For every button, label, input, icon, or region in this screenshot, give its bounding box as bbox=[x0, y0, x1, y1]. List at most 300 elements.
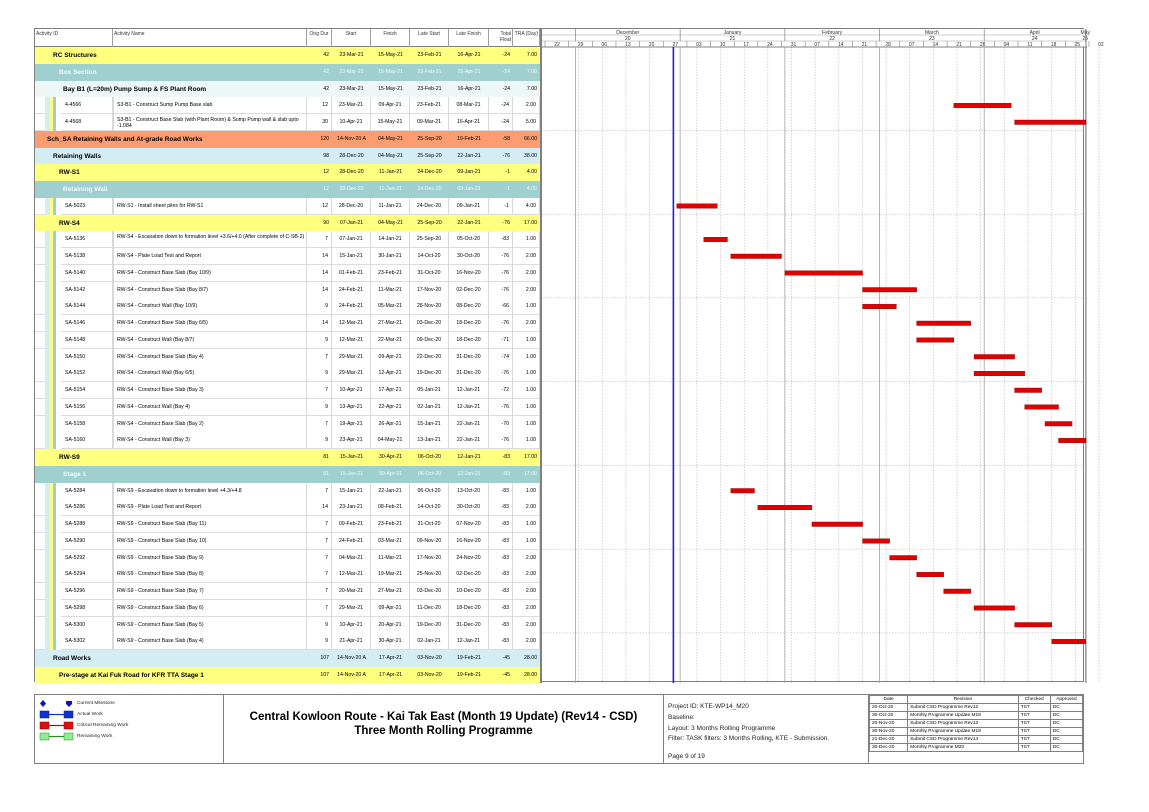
revision-row bbox=[870, 720, 1083, 728]
activity-row[interactable] bbox=[35, 399, 540, 416]
critical-activity-bar bbox=[890, 556, 917, 561]
cell-dur: 14 bbox=[307, 315, 332, 332]
week-label: 21 bbox=[956, 42, 962, 48]
project-id: Project ID: KTE-WP14_M20 bbox=[668, 703, 749, 710]
col-total-float[interactable]: Total Float bbox=[489, 29, 513, 47]
week-label: 10 bbox=[719, 42, 726, 48]
cell-lstart: 24-Dec-20 bbox=[417, 169, 442, 176]
cell-id: SA-5160 bbox=[61, 432, 113, 449]
cell-tf: -1 bbox=[505, 186, 510, 192]
cell-tra: 2.00 bbox=[513, 248, 540, 265]
cell-tf: -24 bbox=[489, 97, 513, 114]
cell-tf: -66 bbox=[489, 298, 513, 315]
cell-lstart: 09-Nov-20 bbox=[410, 533, 449, 550]
cell-tra: 2.00 bbox=[513, 600, 540, 617]
week-label: 24 bbox=[767, 42, 773, 48]
revision-table bbox=[869, 695, 1083, 752]
revision-row bbox=[870, 744, 1083, 752]
cell-start: 15-Jan-21 bbox=[332, 483, 371, 500]
cell-lstart: 17-Nov-20 bbox=[410, 550, 449, 567]
critical-activity-bar bbox=[1015, 623, 1052, 628]
cell-tra: 2.00 bbox=[513, 617, 540, 634]
cell-tra: 1.00 bbox=[513, 382, 540, 399]
cell-tf: -83 bbox=[489, 499, 513, 516]
cell-finish: 12-Apr-21 bbox=[371, 365, 410, 382]
wbs-name: Retaining Walls bbox=[53, 152, 102, 160]
cell-finish: 11-Mar-21 bbox=[371, 282, 410, 299]
activity-row[interactable] bbox=[35, 516, 540, 533]
cell-finish: 22-Mar-21 bbox=[371, 332, 410, 349]
critical-activity-bar bbox=[812, 522, 863, 527]
legend-item: Remaining Work bbox=[39, 732, 75, 741]
col-late-start[interactable]: Late Start bbox=[410, 29, 449, 47]
week-label: 27 bbox=[672, 42, 679, 48]
cell-dur: 90 bbox=[323, 219, 329, 226]
cell-id: SA-5152 bbox=[61, 365, 113, 382]
cell-lfinish: 16-Nov-20 bbox=[449, 533, 489, 550]
cell-name: RW-S4 - Construct Wall (Bay 6/5) bbox=[113, 365, 307, 382]
programme-title: Central Kowloon Route - Kai Tak East (Month 19 Update) (Rev14 - CSD) bbox=[249, 711, 638, 723]
revision-cell: Submit CSD Programme Rev13 bbox=[908, 720, 1019, 728]
cell-finish: 30-Apr-21 bbox=[371, 633, 410, 650]
cell-lstart: 19-Dec-20 bbox=[410, 365, 449, 382]
cell-lfinish: 12-Jan-21 bbox=[457, 470, 481, 477]
cell-name: RW-S9 - Excavation down to formation level +4.3/+4.8 bbox=[113, 483, 307, 500]
critical-activity-bar bbox=[954, 103, 1011, 108]
cell-lfinish: 22-Jan-21 bbox=[449, 432, 489, 449]
cell-lfinish: 08-Dec-20 bbox=[449, 298, 489, 315]
wbs-group-row[interactable] bbox=[35, 667, 540, 684]
cell-finish: 04-May-21 bbox=[378, 219, 403, 226]
cell-dur: 9 bbox=[307, 633, 332, 650]
cell-id: SA-5158 bbox=[61, 416, 113, 433]
month-number: 21 bbox=[729, 36, 736, 42]
cell-name: RW-S4 - Construct Base Slab (Bay 8/7) bbox=[113, 282, 307, 299]
cell-finish: 08-Feb-21 bbox=[371, 499, 410, 516]
cell-tra: 7.00 bbox=[526, 52, 537, 58]
rev-col-approved: Approved bbox=[1050, 696, 1082, 704]
cell-tra: 1.00 bbox=[513, 416, 540, 433]
cell-dur: 14 bbox=[307, 282, 332, 299]
activity-row[interactable] bbox=[35, 583, 540, 600]
cell-tf: -83 bbox=[489, 600, 513, 617]
cell-id: 4-4568 bbox=[61, 114, 113, 131]
cell-lstart: 06-Oct-20 bbox=[417, 454, 442, 460]
revision-row bbox=[870, 728, 1083, 736]
cell-lstart: 23-Feb-21 bbox=[417, 68, 442, 75]
indent-band bbox=[45, 617, 61, 634]
indent-band bbox=[45, 97, 61, 114]
wbs-group-row[interactable] bbox=[35, 64, 540, 81]
cell-lstart: 28-Nov-20 bbox=[410, 298, 449, 315]
cell-finish: 04-May-21 bbox=[371, 432, 410, 449]
cell-start: 10-Apr-21 bbox=[332, 617, 371, 634]
cell-tf: -71 bbox=[489, 332, 513, 349]
activity-row[interactable] bbox=[35, 416, 540, 433]
cell-id: SA-5284 bbox=[61, 483, 113, 500]
cell-start: 15-Jan-21 bbox=[339, 454, 364, 460]
cell-dur: 42 bbox=[323, 68, 329, 75]
cell-lstart: 15-Jan-21 bbox=[410, 416, 449, 433]
activity-row[interactable] bbox=[35, 566, 540, 583]
cell-dur: 12 bbox=[307, 198, 332, 215]
cell-finish: 04-May-21 bbox=[378, 135, 403, 142]
week-label: 25 bbox=[1074, 42, 1081, 48]
cell-dur: 14 bbox=[307, 248, 332, 265]
month-label: April bbox=[1029, 30, 1040, 36]
indent-band bbox=[45, 600, 61, 617]
revision-cell: TST bbox=[1018, 736, 1050, 744]
cell-dur: 14 bbox=[307, 499, 332, 516]
cell-lstart: 23-Feb-21 bbox=[417, 52, 442, 58]
indent-band bbox=[45, 198, 61, 215]
cell-dur: 42 bbox=[323, 52, 329, 58]
activity-row[interactable] bbox=[35, 198, 540, 215]
cell-tf: -76 bbox=[489, 248, 513, 265]
cell-tf: -24 bbox=[502, 85, 510, 92]
cell-tra: 1.00 bbox=[513, 533, 540, 550]
col-start[interactable]: Start bbox=[332, 29, 371, 47]
revision-cell: DC bbox=[1050, 704, 1082, 712]
wbs-group-row[interactable] bbox=[35, 148, 540, 165]
wbs-group-row[interactable] bbox=[35, 164, 540, 181]
week-label: 14 bbox=[932, 42, 939, 48]
cell-start: 14-Nov-20 A bbox=[337, 135, 366, 142]
revision-cell: TST bbox=[1018, 744, 1050, 752]
activity-row[interactable] bbox=[35, 533, 540, 550]
cell-tra: 1.00 bbox=[513, 231, 540, 248]
cell-lstart: 19-Dec-20 bbox=[410, 617, 449, 634]
cell-start: 28-Dec-20 bbox=[339, 152, 364, 159]
cell-finish: 23-Feb-21 bbox=[371, 265, 410, 282]
cell-tra: 17.00 bbox=[524, 454, 537, 460]
cell-finish: 15-May-21 bbox=[371, 114, 410, 131]
activity-row[interactable] bbox=[35, 382, 540, 399]
wbs-group-row[interactable] bbox=[35, 466, 540, 483]
cell-dur: 7 bbox=[307, 416, 332, 433]
indent-band bbox=[45, 315, 61, 332]
indent-band bbox=[45, 566, 61, 583]
cell-lstart: 25-Sep-20 bbox=[417, 135, 442, 142]
week-label: 13 bbox=[625, 42, 631, 48]
revision-row bbox=[870, 704, 1083, 712]
cell-start: 15-Jan-21 bbox=[332, 248, 371, 265]
cell-finish: 11-Jan-21 bbox=[379, 169, 402, 176]
cell-name: RW-S9 - Construct Base Slab (Bay 11) bbox=[113, 516, 307, 533]
cell-tf: -70 bbox=[489, 416, 513, 433]
week-label: 14 bbox=[838, 42, 844, 48]
wbs-group-row[interactable] bbox=[35, 81, 540, 98]
activity-row[interactable] bbox=[35, 365, 540, 382]
cell-tf: -83 bbox=[502, 470, 510, 477]
month-number: 25 bbox=[1082, 36, 1089, 42]
wbs-name: Pre-stage at Kai Fuk Road for KFR TTA Stage 1 bbox=[59, 671, 204, 679]
cell-finish: 15-May-21 bbox=[378, 52, 403, 58]
cell-name: RW-S1 - Install sheet piles for RW-S1 bbox=[113, 198, 307, 215]
activity-row[interactable] bbox=[35, 265, 540, 282]
indent-band bbox=[45, 432, 61, 449]
cell-dur: 7 bbox=[307, 349, 332, 366]
cell-dur: 7 bbox=[307, 533, 332, 550]
cell-tra: 1.00 bbox=[513, 432, 540, 449]
cell-start: 10-Apr-21 bbox=[332, 382, 371, 399]
wbs-group-row[interactable] bbox=[35, 47, 540, 64]
indent-band bbox=[45, 499, 61, 516]
indent-band bbox=[45, 231, 61, 248]
cell-name: RW-S9 - Construct Base Slab (Bay 4) bbox=[113, 633, 307, 650]
cell-lstart: 25-Nov-20 bbox=[410, 566, 449, 583]
cell-name: RW-S4 - Construct Base Slab (Bay 2) bbox=[113, 416, 307, 433]
activity-row[interactable] bbox=[35, 432, 540, 449]
cell-name: RW-S9 - Construct Base Slab (Bay 10) bbox=[113, 533, 307, 550]
cell-start: 07-Jan-21 bbox=[332, 231, 371, 248]
cell-name: RW-S9 - Construct Base Slab (Bay 9) bbox=[113, 550, 307, 567]
wbs-group-row[interactable] bbox=[35, 131, 540, 148]
revision-cell: TST bbox=[1018, 720, 1050, 728]
cell-name: RW-S4 - Construct Base Slab (Bay 6/5) bbox=[113, 315, 307, 332]
revision-cell: Submit CSD Programme Rev14 bbox=[908, 736, 1019, 744]
cell-id: SA-5156 bbox=[61, 399, 113, 416]
rev-col-date: Date bbox=[870, 696, 908, 704]
cell-dur: 9 bbox=[307, 298, 332, 315]
cell-tra: 1.00 bbox=[513, 365, 540, 382]
activity-row[interactable] bbox=[35, 600, 540, 617]
filter-text: Filter: TASK filters: 3 Months Rolling, KTE - Submission. bbox=[668, 735, 830, 742]
cell-id: SA-5146 bbox=[61, 315, 113, 332]
cell-name: RW-S4 - Construct Wall (Bay 8/7) bbox=[113, 332, 307, 349]
cell-finish: 17-Apr-21 bbox=[378, 655, 403, 661]
cell-id: SA-5023 bbox=[61, 198, 113, 215]
layout-name: Layout: 3 Months Rolling Programme bbox=[668, 725, 776, 732]
wbs-name: Retaining Wall bbox=[63, 186, 108, 193]
month-number: 24 bbox=[1031, 36, 1038, 42]
critical-activity-bar bbox=[1045, 422, 1072, 427]
activity-row[interactable] bbox=[35, 114, 540, 131]
cell-finish: 19-Mar-21 bbox=[371, 566, 410, 583]
cell-finish: 09-Apr-21 bbox=[371, 97, 410, 114]
cell-lstart: 09-Mar-21 bbox=[410, 114, 449, 131]
week-label: 03 bbox=[696, 42, 702, 48]
cell-name: RW-S4 - Construct Base Slab (Bay 4) bbox=[113, 349, 307, 366]
cell-id: SA-5296 bbox=[61, 583, 113, 600]
cell-id: SA-5140 bbox=[61, 265, 113, 282]
indent-band bbox=[45, 164, 57, 181]
cell-name: RW-S4 - Construct Wall (Bay 3) bbox=[113, 432, 307, 449]
wbs-group-row[interactable] bbox=[35, 449, 540, 466]
cell-start: 19-Apr-21 bbox=[332, 416, 371, 433]
col-orig-dur[interactable]: Orig Dur bbox=[307, 29, 332, 47]
legend-item: Critical Remaining Work bbox=[39, 721, 75, 730]
legend-item: Actual Work bbox=[39, 710, 75, 719]
cell-tf: -45 bbox=[502, 671, 510, 678]
cell-tf: -24 bbox=[502, 68, 510, 75]
cell-id: SA-5154 bbox=[61, 382, 113, 399]
col-finish[interactable]: Finish bbox=[371, 29, 410, 47]
cell-dur: 9 bbox=[307, 332, 332, 349]
wbs-group-row[interactable] bbox=[35, 181, 540, 198]
activity-row[interactable] bbox=[35, 298, 540, 315]
week-label: 02 bbox=[1098, 42, 1104, 48]
cell-start: 14-Nov-20 A bbox=[337, 671, 366, 678]
activity-row[interactable] bbox=[35, 332, 540, 349]
col-tra[interactable]: TRA (Day) bbox=[513, 29, 540, 47]
cell-start: 12-Mar-21 bbox=[332, 332, 371, 349]
cell-id: SA-5144 bbox=[61, 298, 113, 315]
indent-band bbox=[45, 114, 61, 131]
cell-start: 28-Dec-20 bbox=[339, 186, 364, 192]
week-label: 28 bbox=[885, 42, 891, 48]
cell-start: 23-Mar-21 bbox=[339, 52, 364, 58]
cell-lstart: 25-Sep-20 bbox=[410, 231, 449, 248]
cell-lstart: 14-Oct-20 bbox=[410, 499, 449, 516]
cell-tf: -1 bbox=[505, 169, 510, 176]
indent-band bbox=[45, 349, 61, 366]
cell-tf: -83 bbox=[489, 583, 513, 600]
cell-tf: -83 bbox=[489, 550, 513, 567]
cell-tf: -83 bbox=[489, 516, 513, 533]
critical-activity-bar bbox=[1025, 405, 1059, 410]
cell-lstart: 24-Dec-20 bbox=[410, 198, 449, 215]
cell-tra: 28.00 bbox=[524, 655, 537, 661]
cell-id: SA-5300 bbox=[61, 617, 113, 634]
cell-lfinish: 05-Oct-20 bbox=[449, 231, 489, 248]
cell-start: 04-Mar-21 bbox=[332, 550, 371, 567]
critical-activity-bar bbox=[704, 237, 728, 242]
indent-band bbox=[45, 248, 61, 265]
activity-row[interactable] bbox=[35, 282, 540, 299]
indent-band bbox=[45, 533, 61, 550]
cell-tra: 1.00 bbox=[513, 349, 540, 366]
cell-start: 23-Apr-21 bbox=[332, 432, 371, 449]
cell-tf: -76 bbox=[489, 365, 513, 382]
cell-tf: -76 bbox=[489, 315, 513, 332]
activity-row[interactable] bbox=[35, 499, 540, 516]
cell-lstart: 02-Jan-21 bbox=[410, 633, 449, 650]
cell-start: 07-Jan-21 bbox=[339, 219, 364, 226]
cell-tf: -83 bbox=[489, 483, 513, 500]
revision-cell: 30-Dec-20 bbox=[870, 744, 908, 752]
cell-id: SA-5138 bbox=[61, 248, 113, 265]
week-label: 11 bbox=[1027, 42, 1033, 48]
critical-activity-bar bbox=[944, 589, 971, 594]
activity-row[interactable] bbox=[35, 349, 540, 366]
wbs-group-row[interactable] bbox=[35, 650, 540, 667]
activity-row[interactable] bbox=[35, 315, 540, 332]
cell-lfinish: 18-Dec-20 bbox=[449, 600, 489, 617]
activity-row[interactable] bbox=[35, 550, 540, 567]
cell-start: 13-Apr-21 bbox=[332, 399, 371, 416]
cell-name: RW-S9 - Plate Load Test and Report bbox=[113, 499, 307, 516]
week-label: 18 bbox=[1050, 42, 1057, 48]
wbs-name: RW-S1 bbox=[59, 169, 80, 177]
cell-tra: 2.00 bbox=[513, 550, 540, 567]
wbs-group-row[interactable] bbox=[35, 215, 540, 232]
cell-lfinish: 18-Dec-20 bbox=[449, 315, 489, 332]
cell-lfinish: 31-Dec-20 bbox=[449, 617, 489, 634]
cell-lfinish: 10-Dec-20 bbox=[449, 583, 489, 600]
activity-row[interactable] bbox=[35, 617, 540, 634]
cell-tf: -24 bbox=[489, 114, 513, 131]
col-late-finish[interactable]: Late Finish bbox=[449, 29, 489, 47]
revision-cell: 21-Dec-20 bbox=[870, 736, 908, 744]
activity-row[interactable] bbox=[35, 248, 540, 265]
cell-dur: 98 bbox=[323, 152, 329, 159]
cell-lfinish: 18-Dec-20 bbox=[449, 332, 489, 349]
cell-tf: -74 bbox=[489, 349, 513, 366]
cell-lfinish: 12-Jan-21 bbox=[449, 399, 489, 416]
critical-activity-bar bbox=[785, 271, 863, 276]
activity-row[interactable] bbox=[35, 97, 540, 114]
critical-activity-bar bbox=[863, 304, 897, 309]
cell-finish: 15-May-21 bbox=[378, 85, 403, 92]
wbs-name: Bay B1 (L=20m) Pump Sump & FS Plant Room bbox=[63, 85, 207, 93]
revision-cell: Monthly Programme M20 bbox=[908, 744, 1019, 752]
cell-tra: 7.00 bbox=[526, 85, 537, 92]
revision-cell: Submit CSD Programme Rev12 bbox=[908, 704, 1019, 712]
cell-tra: 2.00 bbox=[513, 499, 540, 516]
month-label: February bbox=[822, 30, 843, 36]
revision-row bbox=[870, 712, 1083, 720]
cell-lfinish: 13-Oct-20 bbox=[449, 483, 489, 500]
cell-start: 28-Dec-20 bbox=[339, 169, 364, 176]
cell-lstart: 11-Dec-20 bbox=[410, 600, 449, 617]
cell-tra: 66.00 bbox=[524, 135, 537, 142]
wbs-name: Sch_SA Retaining Walls and At-grade Road Works bbox=[47, 135, 203, 143]
cell-finish: 27-Mar-21 bbox=[371, 583, 410, 600]
col-activity-name[interactable]: Activity Name bbox=[113, 29, 307, 47]
indent-band bbox=[45, 516, 61, 533]
cell-lfinish: 12-Jan-21 bbox=[449, 633, 489, 650]
cell-id: SA-5286 bbox=[61, 499, 113, 516]
week-label: 28 bbox=[979, 42, 986, 48]
cell-start: 23-Jan-21 bbox=[332, 499, 371, 516]
cell-tf: -72 bbox=[489, 382, 513, 399]
cell-lfinish: 19-Feb-21 bbox=[457, 655, 481, 661]
legend-item: Current Milestone bbox=[39, 699, 75, 708]
cell-tra: 2.00 bbox=[513, 265, 540, 282]
title-block bbox=[224, 695, 664, 763]
cell-lstart: 06-Oct-20 bbox=[410, 483, 449, 500]
cell-id: SA-5148 bbox=[61, 332, 113, 349]
indent-band bbox=[45, 650, 51, 667]
month-number: 20 bbox=[624, 36, 631, 42]
activity-row[interactable] bbox=[35, 483, 540, 500]
col-activity-id[interactable]: Activity ID bbox=[35, 29, 113, 47]
legend bbox=[35, 695, 224, 763]
cell-start: 24-Feb-21 bbox=[332, 282, 371, 299]
cell-tf: -83 bbox=[489, 633, 513, 650]
cell-tra: 1.00 bbox=[513, 483, 540, 500]
cell-name: RW-S9 - Construct Base Slab (Bay 6) bbox=[113, 600, 307, 617]
activity-row[interactable] bbox=[35, 231, 540, 248]
cell-id: SA-5288 bbox=[61, 516, 113, 533]
cell-start: 23-Mar-21 bbox=[332, 97, 371, 114]
cell-tra: 38.00 bbox=[524, 152, 537, 159]
cell-tra: 2.00 bbox=[513, 282, 540, 299]
cell-lstart: 14-Oct-20 bbox=[410, 248, 449, 265]
cell-start: 29-Mar-21 bbox=[332, 349, 371, 366]
activity-row[interactable] bbox=[35, 633, 540, 650]
cell-tf: -76 bbox=[489, 265, 513, 282]
cell-lstart: 03-Nov-20 bbox=[417, 655, 442, 661]
wbs-name: Box Section bbox=[59, 68, 97, 76]
project-info bbox=[664, 695, 869, 763]
cell-lfinish: 02-Dec-20 bbox=[449, 566, 489, 583]
cell-lstart: 09-Dec-20 bbox=[410, 332, 449, 349]
revision-cell: TST bbox=[1018, 704, 1050, 712]
revision-cell: 30-Nov-20 bbox=[870, 728, 908, 736]
cell-lstart: 25-Sep-20 bbox=[417, 219, 442, 226]
